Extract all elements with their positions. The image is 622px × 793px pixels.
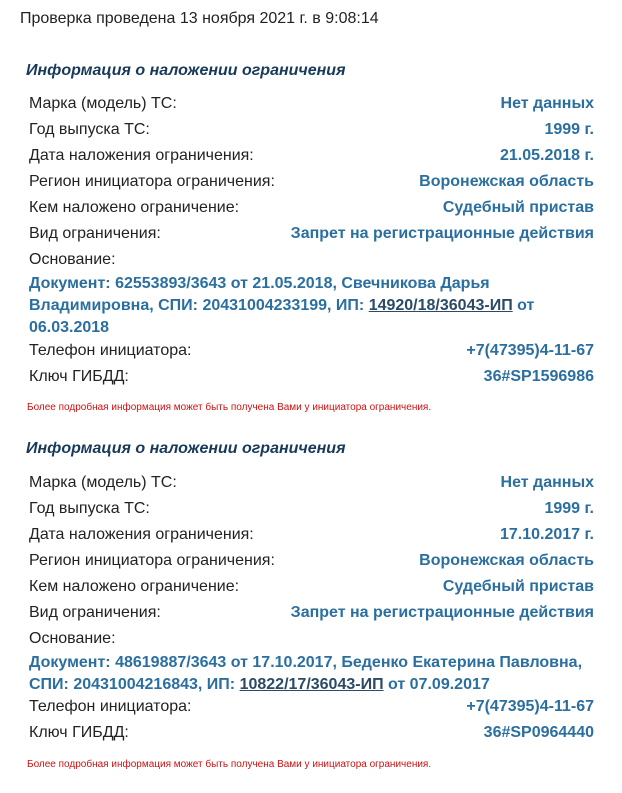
row-label: Регион инициатора ограничения: — [29, 173, 275, 190]
row-value: Судебный пристав — [442, 578, 594, 595]
row-restriction-date — [29, 147, 594, 169]
row-value: +7(47395)4-11-67 — [466, 342, 594, 359]
enforcement-case-link[interactable]: 10822/17/36043-ИП — [239, 676, 384, 693]
basis-document: Документ: 48619887/3643 от 17.10.2017, Беденко Екатерина Павловна, СПИ: 20431004216843, ИП: — [29, 654, 583, 693]
row-label: Кем наложено ограничение: — [29, 578, 240, 595]
row-label: Марка (модель) ТС: — [29, 474, 177, 491]
row-label: Кем наложено ограничение: — [29, 199, 240, 216]
row-label: Дата наложения ограничения: — [29, 526, 254, 543]
row-vehicle-year — [29, 121, 594, 143]
basis-date: от 07.09.2017 — [383, 676, 490, 693]
row-label: Телефон инициатора: — [29, 342, 192, 359]
row-value: 36#SP1596986 — [483, 368, 594, 385]
basis-label: Основание: — [29, 251, 116, 268]
row-label: Ключ ГИБДД: — [29, 368, 129, 385]
row-label: Регион инициатора ограничения: — [29, 552, 275, 569]
info-note: Более подробная информация может быть получена Вами у инициатора ограничения. — [27, 402, 432, 413]
basis-date: от 06.03.2018 — [29, 297, 535, 336]
row-value: 21.05.2018 г. — [499, 147, 594, 164]
enforcement-case-link[interactable]: 14920/18/36043-ИП — [368, 297, 513, 314]
basis-text — [29, 273, 589, 339]
row-gibdd-key — [29, 724, 594, 746]
row-value: 1999 г. — [544, 121, 594, 138]
row-gibdd-key — [29, 368, 594, 390]
row-label: Марка (модель) ТС: — [29, 95, 177, 112]
row-value: Нет данных — [500, 474, 594, 491]
row-label: Год выпуска ТС: — [29, 121, 150, 138]
row-label: Вид ограничения: — [29, 225, 161, 242]
row-label: Ключ ГИБДД: — [29, 724, 129, 741]
row-restriction-date — [29, 526, 594, 548]
basis-document: Документ: 62553893/3643 от 21.05.2018, Свечникова Дарья Владимировна, СПИ: 20431004233199, ИП: — [29, 275, 490, 314]
row-restriction-type — [29, 604, 594, 626]
row-value: Воронежская область — [419, 173, 594, 190]
row-vehicle-model — [29, 95, 594, 117]
row-initiator-phone — [29, 342, 594, 364]
check-date: Проверка проведена 13 ноября 2021 г. в 9:08:14 — [20, 10, 379, 27]
row-value: Запрет на регистрационные действия — [290, 225, 594, 242]
row-value: Воронежская область — [419, 552, 594, 569]
record-title: Информация о наложении ограничения — [26, 440, 346, 457]
row-imposed-by — [29, 578, 594, 600]
row-initiator-phone — [29, 698, 594, 720]
info-note: Более подробная информация может быть получена Вами у инициатора ограничения. — [27, 759, 432, 770]
row-value: Судебный пристав — [442, 199, 594, 216]
row-label: Вид ограничения: — [29, 604, 161, 621]
record-title: Информация о наложении ограничения — [26, 62, 346, 79]
row-imposed-by — [29, 199, 594, 221]
row-restriction-type — [29, 225, 594, 247]
row-value: 17.10.2017 г. — [499, 526, 594, 543]
row-value: Нет данных — [500, 95, 594, 112]
row-value: +7(47395)4-11-67 — [466, 698, 594, 715]
row-label: Телефон инициатора: — [29, 698, 192, 715]
row-vehicle-model — [29, 474, 594, 496]
basis-text — [29, 652, 589, 696]
row-initiator-region — [29, 552, 594, 574]
row-label: Год выпуска ТС: — [29, 500, 150, 517]
row-value: Запрет на регистрационные действия — [290, 604, 594, 621]
row-vehicle-year — [29, 500, 594, 522]
basis-label: Основание: — [29, 630, 116, 647]
row-label: Дата наложения ограничения: — [29, 147, 254, 164]
row-value: 1999 г. — [544, 500, 594, 517]
row-value: 36#SP0964440 — [483, 724, 594, 741]
row-initiator-region — [29, 173, 594, 195]
